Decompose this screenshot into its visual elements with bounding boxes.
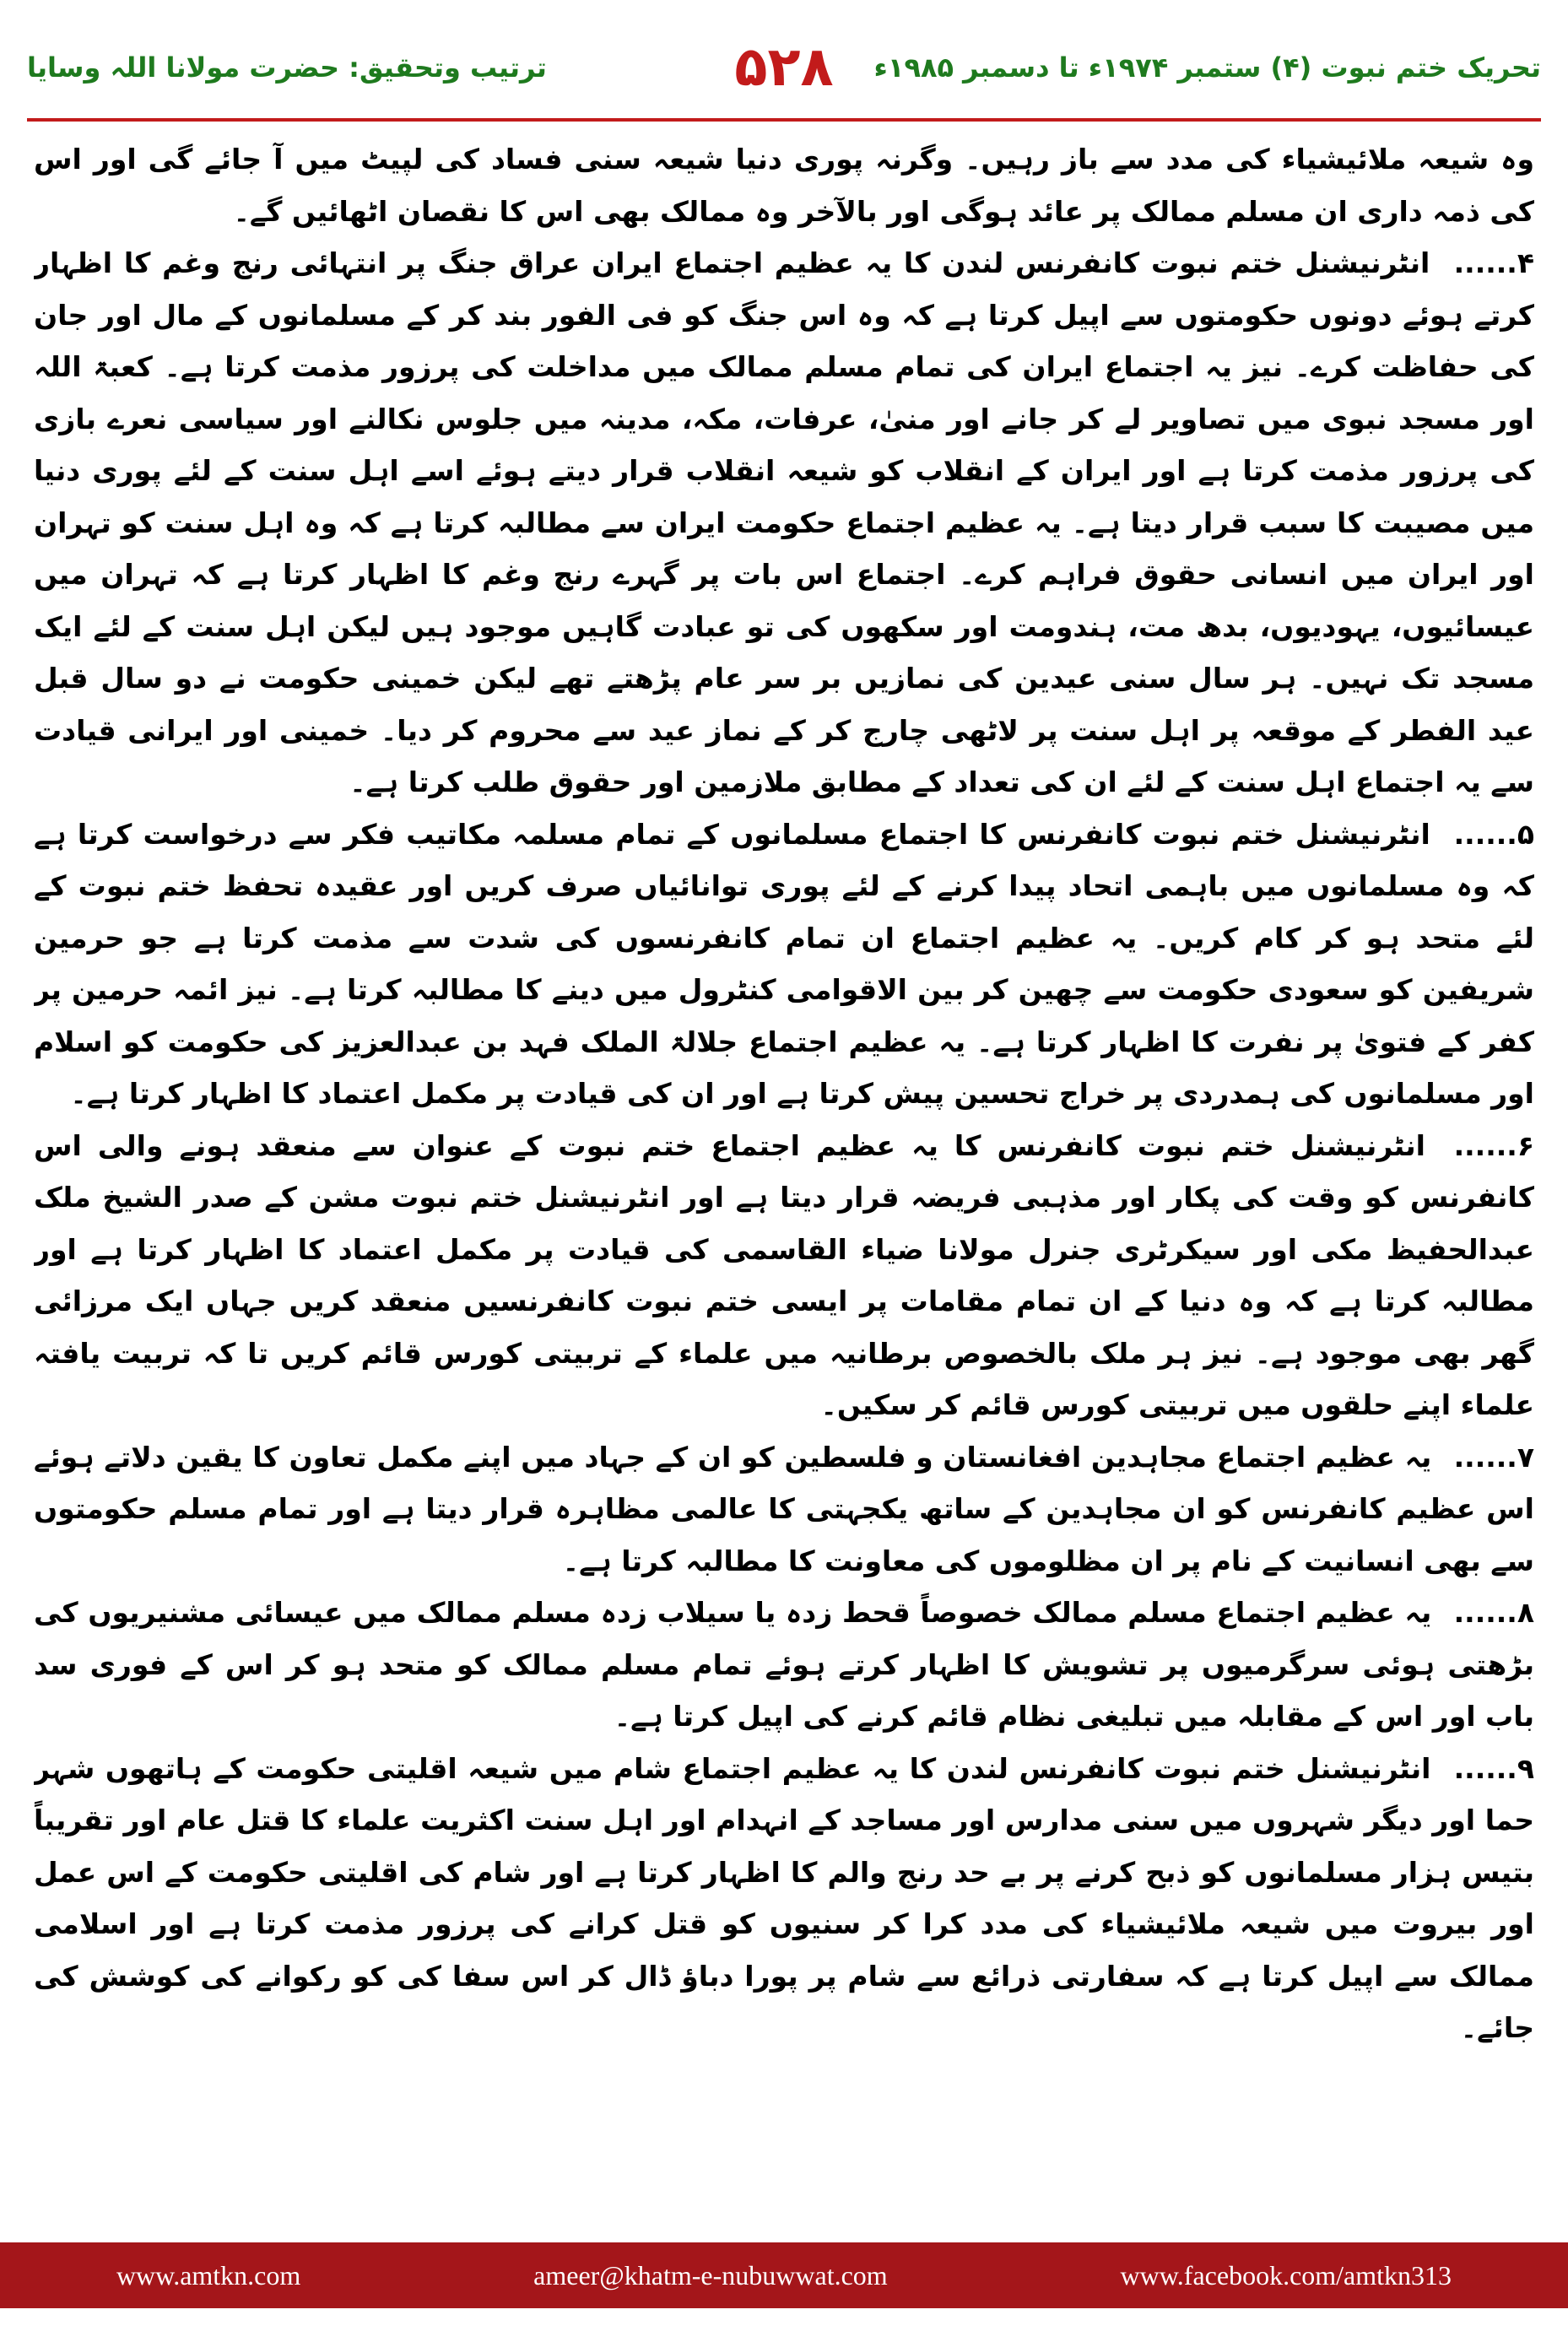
- resolution-6: [34, 1120, 1534, 1431]
- resolution-9: [34, 1743, 1534, 2054]
- resolution-number: ۷......: [1453, 1440, 1534, 1474]
- resolution-number: ۶......: [1453, 1128, 1534, 1162]
- resolution-number: ۵......: [1453, 817, 1534, 851]
- resolution-number: ۴......: [1453, 246, 1534, 279]
- resolution-4: [34, 237, 1534, 809]
- paragraph-text: انٹرنیشنل ختم نبوت کانفرنس کا یہ عظیم اجتماع ختم نبوت کے عنوان سے منعقد ہونے والی اس کانفرنس کو وقت کی پکار اور مذہبی فریضہ قرار دیتا ہے اور انٹرنیشنل ختم نبوت مشن کے صدر الشیخ ملک عبدالحفیظ مکی اور سیکرٹری جنرل مولانا ضیاء القاسمی کی قیادت پر مکمل اعتماد کا اظہار کرتا ہے اور مطالبہ کرتا ہے کہ وہ دنیا کے ان تمام مقامات پر ایسی ختم نبوت کانفرنسیں منعقد کریں جہاں ایک مرزائی گھر بھی موجود ہے۔ نیز ہر ملک بالخصوص برطانیہ میں علماء کے تربیتی کورس قائم کریں تا کہ تربیت یافتہ علماء اپنے حلقوں میں تربیتی کورس قائم کر سکیں۔: [34, 1128, 1534, 1421]
- body-text: [34, 133, 1534, 2215]
- resolution-number: ۹......: [1453, 1751, 1534, 1785]
- paragraph-text: انٹرنیشنل ختم نبوت کانفرنس کا اجتماع مسلمانوں کے تمام مسلمہ مکاتیب فکر سے درخواست کرتا ہے کہ وہ مسلمانوں میں باہمی اتحاد پیدا کرنے کے لئے پوری توانائیاں صرف کریں اور عقیدہ تحفظ ختم نبوت کے لئے متحد ہو کر کام کریں۔ یہ عظیم اجتماع ان تمام کانفرنسوں کی شدت سے مذمت کرتا ہے جو حرمین شریفین کو سعودی حکومت سے چھین کر بین الاقوامی کنٹرول میں دینے کا مطالبہ کرتا ہے۔ نیز ائمہ حرمین پر کفر کے فتویٰ پر نفرت کا اظہار کرتا ہے۔ یہ عظیم اجتماع جلالۃ الملک فہد بن عبدالعزیز کی حکومت کو اسلام اور مسلمانوں کی ہمدردی پر خراج تحسین پیش کرتا ہے اور ان کی قیادت پر مکمل اعتماد کا اظہار کرتا ہے۔: [34, 817, 1534, 1110]
- resolution-7: [34, 1431, 1534, 1587]
- resolution-5: [34, 809, 1534, 1120]
- paragraph-text: یہ عظیم اجتماع مسلم ممالک خصوصاً قحط زدہ یا سیلاب زدہ مسلم ممالک میں عیسائی مشنیریوں کی بڑھتی ہوئی سرگرمیوں پر تشویش کا اظہار کرتے ہوئے تمام مسلم ممالک کو متحد ہو کر اس کے فوری سد باب اور اس کے مقابلہ میں تبلیغی نظام قائم کرنے کی اپیل کرتا ہے۔: [34, 1596, 1534, 1733]
- header-divider: [27, 118, 1541, 122]
- page-header: [27, 17, 1541, 118]
- header-compiler-credit: ترتیب وتحقیق: حضرت مولانا اللہ وسایا: [27, 51, 547, 84]
- footer-website-link[interactable]: www.amtkn.com: [116, 2259, 301, 2291]
- paragraph-continuation: [34, 133, 1534, 237]
- footer-email-link[interactable]: ameer@khatm-e-nubuwwat.com: [533, 2259, 888, 2291]
- page-number: ۵۲۸: [734, 36, 834, 99]
- footer-facebook-link[interactable]: www.facebook.com/amtkn313: [1120, 2259, 1452, 2291]
- header-book-title: تحریک ختم نبوت (۴) ستمبر ۱۹۷۴ء تا دسمبر ۱۹۸۵ء: [873, 51, 1541, 84]
- paragraph-text: انٹرنیشنل ختم نبوت کانفرنس لندن کا یہ عظیم اجتماع ایران عراق جنگ پر انتہائی رنج وغم کا اظہار کرتے ہوئے دونوں حکومتوں سے اپیل کرتا ہے کہ وہ اس جنگ کو فی الفور بند کر کے مسلمانوں کے مال اور جان کی حفاظت کرے۔ نیز یہ اجتماع ایران کی تمام مسلم ممالک میں مداخلت کی پرزور مذمت کرتا ہے۔ کعبۃ اللہ اور مسجد نبوی میں تصاویر لے کر جانے اور منیٰ، عرفات، مکہ، مدینہ میں جلوس نکالنے اور سیاسی نعرے بازی کی پرزور مذمت کرتا ہے اور ایران کے انقلاب کو شیعہ انقلاب قرار دیتے ہوئے اسے اہل سنت کے لئے پوری دنیا میں مصیبت کا سبب قرار دیتا ہے۔ یہ عظیم اجتماع حکومت ایران سے مطالبہ کرتا ہے کہ وہ اہل سنت کو تہران اور ایران میں انسانی حقوق فراہم کرے۔ اجتماع اس بات پر گہرے رنج وغم کا اظہار کرتا ہے کہ تہران میں عیسائیوں، یہودیوں، بدھ مت، ہندومت اور سکھوں کی تو عبادت گاہیں موجود ہیں لیکن اہل سنت کے لئے ایک مسجد تک نہیں۔ ہر سال سنی عیدین کی نمازیں بر سر عام پڑھتے تھے لیکن خمینی حکومت نے دو سال قبل عید الفطر کے موقعہ پر اہل سنت پر لاٹھی چارج کر کے نماز عید سے محروم کر دیا۔ خمینی اور ایرانی قیادت سے یہ اجتماع اہل سنت کے لئے ان کی تعداد کے مطابق ملازمین اور حقوق طلب کرتا ہے۔: [34, 246, 1534, 798]
- page-footer: [0, 2242, 1568, 2308]
- resolution-number: ۸......: [1453, 1596, 1534, 1629]
- resolution-8: [34, 1587, 1534, 1743]
- paragraph-text: یہ عظیم اجتماع مجاہدین افغانستان و فلسطین کو ان کے جہاد میں اپنے مکمل تعاون کا یقین دلاتے ہوئے اس عظیم کانفرنس کو ان مجاہدین کے ساتھ یکجہتی کا عالمی مظاہرہ قرار دیتا ہے اور تمام مسلم حکومتوں سے بھی انسانیت کے نام پر ان مظلوموں کی معاونت کا مطالبہ کرتا ہے۔: [34, 1440, 1534, 1577]
- paragraph-text: وہ شیعہ ملائیشیاء کی مدد سے باز رہیں۔ وگرنہ پوری دنیا شیعہ سنی فساد کی لپیٹ میں آ جائے گی اور اس کی ذمہ داری ان مسلم ممالک پر عائد ہوگی اور بالآخر وہ ممالک بھی اس کا نقصان اٹھائیں گے۔: [34, 143, 1534, 228]
- paragraph-text: انٹرنیشنل ختم نبوت کانفرنس لندن کا یہ عظیم اجتماع شام میں شیعہ اقلیتی حکومت کے ہاتھوں شہر حما اور دیگر شہروں میں سنی مدارس اور مساجد کے انہدام اور اہل سنت اکثریت علماء کا قتل عام اور تقریباً بتیس ہزار مسلمانوں کو ذبح کرنے پر بے حد رنج والم کا اظہار کرتا ہے اور شام کی اقلیتی حکومت کے اس عمل اور بیروت میں شیعہ ملائیشیاء کی مدد کرا کر سنیوں کو قتل کرانے کی پرزور مذمت کرتا ہے اور اسلامی ممالک سے اپیل کرتا ہے کہ سفارتی ذرائع سے شام پر پورا دباؤ ڈال کر اس سفا کی کو رکوانے کی کوشش کی جائے۔: [34, 1751, 1534, 2044]
